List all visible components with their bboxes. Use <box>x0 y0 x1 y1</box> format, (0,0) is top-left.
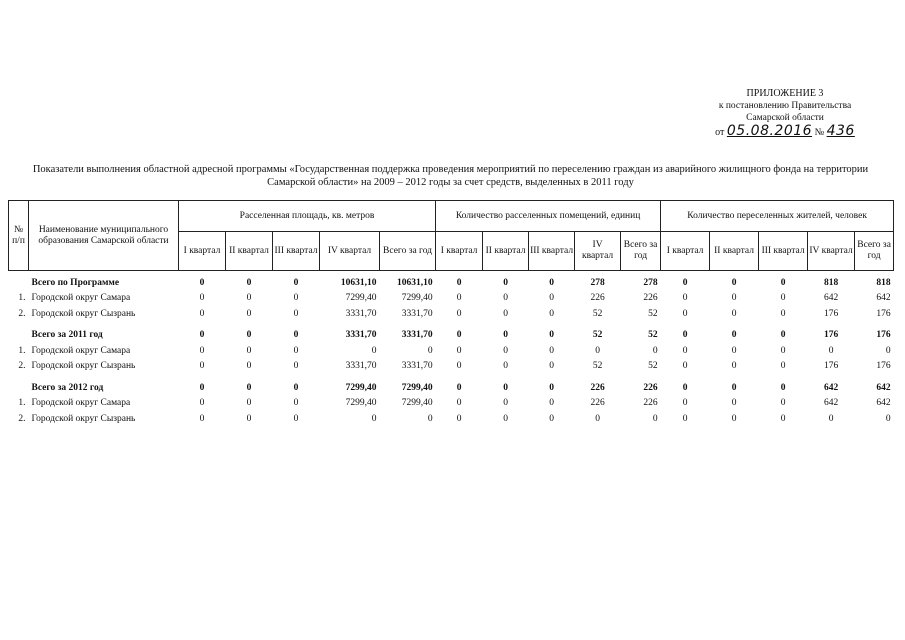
area-cell: 10631,10 <box>340 277 377 288</box>
appendix-block <box>695 88 875 139</box>
rooms-cell: 0 <box>549 330 554 341</box>
municipality-name: Городской округ Сызрань <box>31 413 136 424</box>
rooms-cell: 0 <box>503 361 508 372</box>
area-cell: 0 <box>293 361 299 372</box>
area-cell: 0 <box>246 398 252 409</box>
area-cell: 3331,70 <box>345 361 377 372</box>
rooms-cell: 0 <box>652 413 658 424</box>
people-cell: 0 <box>780 330 786 341</box>
municipality-name: Городской округ Самара <box>31 398 131 409</box>
rooms-cell: 0 <box>549 398 554 409</box>
people-cell: 0 <box>682 413 688 424</box>
rooms-cell: 0 <box>503 382 508 393</box>
header-people-q4: IV квартал <box>808 232 855 271</box>
rooms-cell: 0 <box>549 293 554 304</box>
header-area-q4: IV квартал <box>320 232 380 271</box>
area-cell: 0 <box>199 382 205 393</box>
order-date: 05.08.2016 <box>726 123 813 139</box>
date-prefix: от <box>715 127 725 138</box>
people-cell: 0 <box>780 382 786 393</box>
header-area-total: Всего за год <box>380 232 436 271</box>
table-row <box>9 359 894 375</box>
rooms-cell: 0 <box>456 361 462 372</box>
people-cell: 642 <box>876 293 891 304</box>
municipality-name: Городской округ Сызрань <box>31 361 136 372</box>
rooms-cell: 0 <box>549 345 554 356</box>
row-num <box>9 328 29 344</box>
rooms-cell: 0 <box>456 398 462 409</box>
table-row <box>9 343 894 359</box>
rooms-cell: 0 <box>549 308 554 319</box>
rooms-cell: 226 <box>590 382 605 393</box>
people-cell: 0 <box>682 361 688 372</box>
header-rooms-q1: I квартал <box>436 232 483 271</box>
rooms-cell: 0 <box>456 413 462 424</box>
rooms-cell: 0 <box>549 413 554 424</box>
rooms-cell: 0 <box>549 361 554 372</box>
appendix-order-line <box>695 125 875 139</box>
area-cell: 0 <box>293 277 299 288</box>
header-rooms-q4: IV квартал <box>575 232 621 271</box>
area-cell: 0 <box>293 293 299 304</box>
rooms-cell: 0 <box>456 345 462 356</box>
table-row <box>9 291 894 307</box>
rooms-cell: 226 <box>643 293 658 304</box>
table-row <box>9 306 894 322</box>
row-num <box>9 380 29 396</box>
header-area-q1: I квартал <box>179 232 226 271</box>
area-cell: 3331,70 <box>401 308 433 319</box>
area-cell: 0 <box>371 413 377 424</box>
area-cell: 0 <box>199 330 205 341</box>
area-cell: 10631,10 <box>396 277 433 288</box>
area-cell: 0 <box>199 293 205 304</box>
people-cell: 642 <box>823 398 839 409</box>
people-cell: 0 <box>731 413 737 424</box>
rooms-cell: 0 <box>456 330 462 341</box>
people-cell: 176 <box>823 361 839 372</box>
header-people-q2: II квартал <box>710 232 759 271</box>
rooms-cell: 52 <box>648 361 658 372</box>
people-cell: 642 <box>876 398 891 409</box>
area-cell: 7299,40 <box>345 382 377 393</box>
appendix-resolution-line: к постановлению Правительства <box>718 101 852 111</box>
people-cell: 0 <box>731 345 737 356</box>
municipality-name: Городской округ Самара <box>31 293 131 304</box>
rooms-cell: 0 <box>503 308 508 319</box>
area-cell: 0 <box>427 413 433 424</box>
appendix-region-line: Самарской области <box>746 113 824 123</box>
area-cell: 0 <box>246 330 252 341</box>
area-cell: 0 <box>246 345 252 356</box>
people-cell: 0 <box>828 413 834 424</box>
row-num: 1. <box>18 293 26 304</box>
people-cell: 0 <box>780 361 786 372</box>
people-cell: 176 <box>823 308 839 319</box>
area-cell: 0 <box>199 413 205 424</box>
rooms-cell: 278 <box>643 277 658 288</box>
people-cell: 642 <box>876 382 891 393</box>
total-row <box>9 380 894 396</box>
area-cell: 7299,40 <box>345 398 377 409</box>
order-number: 436 <box>826 123 855 139</box>
area-cell: 0 <box>246 293 252 304</box>
rooms-cell: 0 <box>549 382 554 393</box>
rooms-cell: 0 <box>595 413 600 424</box>
people-cell: 0 <box>731 308 737 319</box>
people-cell: 0 <box>682 308 688 319</box>
area-cell: 7299,40 <box>345 293 377 304</box>
rooms-cell: 226 <box>590 398 605 409</box>
people-cell: 0 <box>828 345 834 356</box>
area-cell: 0 <box>199 308 205 319</box>
people-cell: 0 <box>780 277 786 288</box>
area-cell: 0 <box>293 308 299 319</box>
rooms-cell: 278 <box>590 277 605 288</box>
area-cell: 3331,70 <box>401 330 433 341</box>
people-cell: 0 <box>780 308 786 319</box>
row-num: 2. <box>18 308 26 319</box>
people-cell: 0 <box>682 382 688 393</box>
table-header <box>9 201 894 271</box>
people-cell: 0 <box>731 398 737 409</box>
rooms-cell: 226 <box>643 382 658 393</box>
row-num: 2. <box>18 361 26 372</box>
area-cell: 0 <box>199 277 205 288</box>
rooms-cell: 52 <box>592 330 603 341</box>
rooms-cell: 0 <box>503 345 508 356</box>
people-cell: 0 <box>731 330 737 341</box>
people-cell: 0 <box>731 277 737 288</box>
total-label: Всего за 2011 год <box>31 330 103 341</box>
people-cell: 0 <box>780 413 786 424</box>
row-num: 1. <box>18 398 26 409</box>
rooms-cell: 0 <box>503 293 508 304</box>
total-label: Всего за 2012 год <box>31 382 104 393</box>
rooms-cell: 52 <box>592 361 603 372</box>
area-cell: 0 <box>199 361 205 372</box>
people-cell: 0 <box>731 293 737 304</box>
header-rooms-q2: II квартал <box>483 232 529 271</box>
area-cell: 0 <box>293 382 299 393</box>
people-cell: 642 <box>823 293 839 304</box>
header-group-area: Расселенная площадь, кв. метров <box>179 201 436 232</box>
people-cell: 818 <box>876 277 891 288</box>
people-cell: 0 <box>780 293 786 304</box>
people-cell: 176 <box>876 308 891 319</box>
people-cell: 0 <box>682 293 688 304</box>
row-num: 2. <box>18 413 26 424</box>
area-cell: 0 <box>371 345 377 356</box>
title-line-2: Самарской области» на 2009 – 2012 годы за счет средств, выделенных в 2011 году <box>267 177 634 188</box>
rooms-cell: 0 <box>456 308 462 319</box>
header-people-q3: III квартал <box>759 232 808 271</box>
document-title <box>8 163 893 189</box>
people-cell: 818 <box>823 277 839 288</box>
area-cell: 0 <box>199 345 205 356</box>
rooms-cell: 0 <box>456 382 462 393</box>
table-row <box>9 396 894 412</box>
rooms-cell: 0 <box>456 277 462 288</box>
area-cell: 0 <box>246 277 252 288</box>
number-prefix: № <box>814 127 825 138</box>
area-cell: 0 <box>199 398 205 409</box>
area-cell: 0 <box>293 413 299 424</box>
area-cell: 0 <box>293 398 299 409</box>
area-cell: 3331,70 <box>401 361 433 372</box>
area-cell: 0 <box>246 361 252 372</box>
rooms-cell: 0 <box>549 277 554 288</box>
table-row <box>9 411 894 427</box>
area-cell: 3331,70 <box>345 308 377 319</box>
area-cell: 0 <box>246 308 252 319</box>
header-name: Наименование муниципального образования Самарской области <box>29 201 179 271</box>
rooms-cell: 0 <box>503 277 508 288</box>
area-cell: 0 <box>293 345 299 356</box>
total-row <box>9 275 894 291</box>
row-num: 1. <box>18 345 26 356</box>
people-cell: 0 <box>885 413 891 424</box>
appendix-title: ПРИЛОЖЕНИЕ 3 <box>746 88 824 99</box>
area-cell: 0 <box>293 330 299 341</box>
rooms-cell: 0 <box>456 293 462 304</box>
header-group-people: Количество переселенных жителей, человек <box>661 201 894 232</box>
indicators-table <box>8 200 894 427</box>
people-cell: 0 <box>780 398 786 409</box>
area-cell: 0 <box>246 413 252 424</box>
people-cell: 176 <box>876 330 891 341</box>
total-row <box>9 328 894 344</box>
rooms-cell: 52 <box>648 308 658 319</box>
people-cell: 0 <box>682 330 688 341</box>
rooms-cell: 52 <box>648 330 658 341</box>
people-cell: 0 <box>731 361 737 372</box>
rooms-cell: 0 <box>595 345 600 356</box>
area-cell: 7299,40 <box>401 293 433 304</box>
header-area-q3: III квартал <box>273 232 320 271</box>
rooms-cell: 226 <box>643 398 658 409</box>
area-cell: 3331,70 <box>345 330 377 341</box>
header-rooms-total: Всего за год <box>621 232 661 271</box>
people-cell: 0 <box>780 345 786 356</box>
total-label: Всего по Программе <box>31 277 120 288</box>
people-cell: 0 <box>682 398 688 409</box>
rooms-cell: 52 <box>592 308 603 319</box>
header-people-q1: I квартал <box>661 232 710 271</box>
people-cell: 176 <box>823 330 839 341</box>
people-cell: 0 <box>682 277 688 288</box>
area-cell: 0 <box>246 382 252 393</box>
header-group-rooms: Количество расселенных помещений, единиц <box>436 201 661 232</box>
area-cell: 7299,40 <box>401 382 433 393</box>
header-people-total: Всего за год <box>855 232 894 271</box>
table-body <box>9 271 894 427</box>
rooms-cell: 0 <box>503 330 508 341</box>
people-cell: 0 <box>682 345 688 356</box>
title-line-1: Показатели выполнения областной адресной программы «Государственная поддержка проведения мероприятий по переселению граждан из аварийного жилищного фонда на территории <box>32 164 869 175</box>
area-cell: 7299,40 <box>401 398 433 409</box>
rooms-cell: 0 <box>652 345 658 356</box>
people-cell: 0 <box>885 345 891 356</box>
area-cell: 0 <box>427 345 433 356</box>
municipality-name: Городской округ Сызрань <box>31 308 136 319</box>
row-num <box>9 275 29 291</box>
header-rooms-q3: III квартал <box>529 232 575 271</box>
people-cell: 176 <box>876 361 891 372</box>
header-num: № п/п <box>9 201 29 271</box>
municipality-name: Городской округ Самара <box>31 345 131 356</box>
rooms-cell: 226 <box>590 293 605 304</box>
rooms-cell: 0 <box>503 398 508 409</box>
header-area-q2: II квартал <box>226 232 273 271</box>
people-cell: 0 <box>731 382 737 393</box>
people-cell: 642 <box>823 382 839 393</box>
rooms-cell: 0 <box>503 413 508 424</box>
